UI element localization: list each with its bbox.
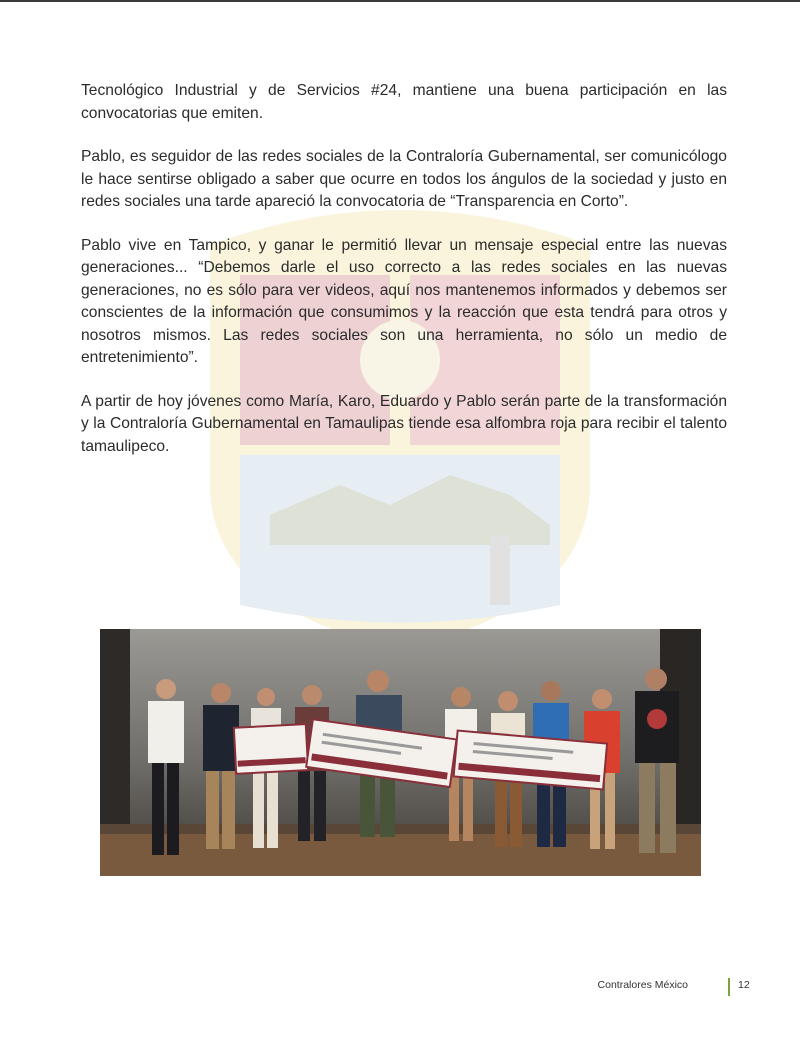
award-ceremony-photo [100,629,701,876]
footer-brand: Contralores México [597,979,688,991]
paragraph-1: Tecnológico Industrial y de Servicios #24, mantiene una buena participación en las convocatorias que emiten. [81,82,727,122]
top-border-line [0,0,800,2]
paragraph-4: A partir de hoy jóvenes como María, Karo, Eduardo y Pablo serán parte de la transformación y la Contraloría Gubernamental en Tamaulipas tiende esa alfombra roja para recibir el talento tamaulipeco. [81,392,727,455]
page-number: 12 [738,979,750,991]
page-footer [560,978,760,996]
paragraph-2: Pablo, es seguidor de las redes sociales de la Contraloría Gubernamental, ser comunicólogo le hace sentirse obligado a saber que ocurre en todos los ángulos de la sociedad y justo en redes sociales una tarde apareció la convocatoria de “Transparencia en Corto”. [81,148,727,210]
paragraph-3: Pablo vive en Tampico, y ganar le permitió llevar un mensaje especial entre las nuevas generaciones... “Debemos darle el uso correcto a las redes sociales en las nuevas generaciones, no es sólo para ver videos, aquí nos mantenemos informados y debemos ser conscientes de la información que consumimos y la reacción que esta tendrá para otros y nosotros mismos. Las redes sociales son una herramienta, no sólo un medio de entretenimiento”. [81,236,727,366]
footer-separator [728,978,730,996]
article-body [81,80,727,479]
group-photo-illustration [100,629,701,876]
award-check-1 [234,724,308,774]
